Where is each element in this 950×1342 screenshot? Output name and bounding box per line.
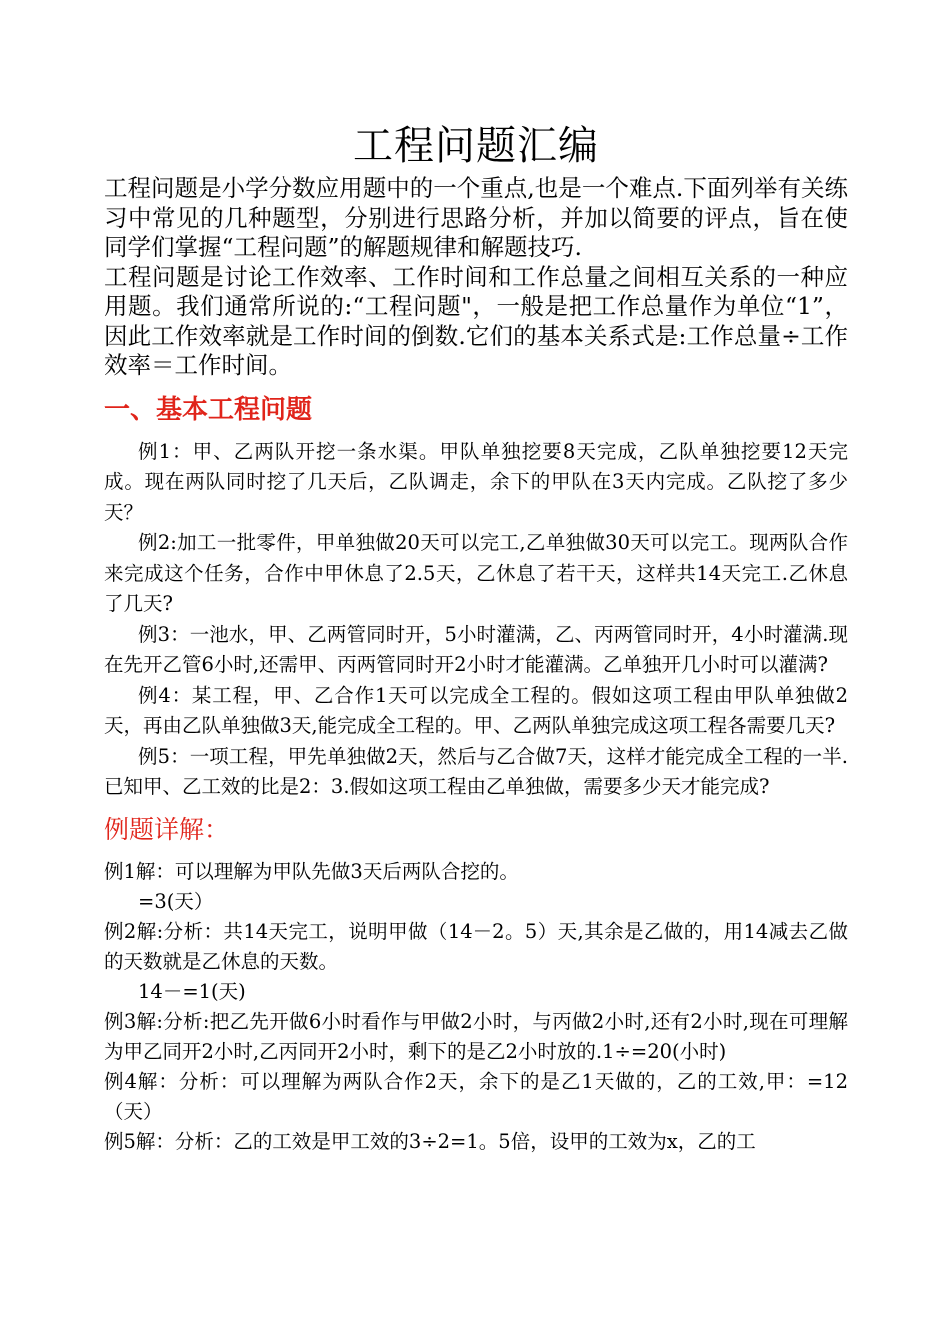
solutions-heading: 例题详解： <box>104 814 230 844</box>
example-1: 例1：甲、乙两队开挖一条水渠。甲队单独挖要8天完成，乙队单独挖要12天完成。现在两队同时挖了几天后，乙队调走，余下的甲队在3天内完成。乙队挖了多少天？ <box>104 439 848 524</box>
solution-2-equation: 14－=1(天) <box>138 979 246 1003</box>
solution-2: 例2解:分析：共14天完工，说明甲做（14－2。5）天,其余是乙做的，用14减去乙做的天数就是乙休息的天数。 <box>104 919 848 973</box>
examples-list <box>104 437 848 803</box>
solutions-list <box>104 857 848 1157</box>
intro-paragraph: 工程问题是小学分数应用题中的一个重点,也是一个难点.下面列举有关练习中常见的几种题型，分别进行思路分析，并加以简要的评点，旨在使同学们掌握“工程问题”的解题规律和解题技巧. <box>104 174 848 261</box>
solution-4: 例4解：分析：可以理解为两队合作2天，余下的是乙1天做的，乙的工效,甲：=12（天） <box>104 1069 848 1123</box>
example-4: 例4：某工程，甲、乙合作1天可以完成全工程的。假如这项工程由甲队单独做2天，再由乙队单独做3天,能完成全工程的。甲、乙两队单独完成这项工程各需要几天? <box>104 683 848 737</box>
section-heading-basic: 一、基本工程问题 <box>104 394 313 425</box>
intro-paragraph: 工程问题是讨论工作效率、工作时间和工作总量之间相互关系的一种应用题。我们通常所说的:“工程问题"，一般是把工作总量作为单位“1”，因此工作效率就是工作时间的倒数.它们的基本关系式是:工作总量÷工作效率＝工作时间。 <box>104 262 848 379</box>
document-page <box>104 118 848 1157</box>
example-3: 例3：一池水，甲、乙两管同时开，5小时灌满，乙、丙两管同时开，4小时灌满.现在先开乙管6小时,还需甲、丙两管同时开2小时才能灌满。乙单独开几小时可以灌满? <box>104 622 848 676</box>
intro-section <box>104 174 848 381</box>
solution-5: 例5解：分析：乙的工效是甲工效的3÷2=1。5倍，设甲的工效为x，乙的工 <box>104 1129 756 1153</box>
solution-1-equation: =3(天） <box>138 889 214 913</box>
document-title: 工程问题汇编 <box>353 123 599 169</box>
solution-3: 例3解:分析:把乙先开做6小时看作与甲做2小时，与丙做2小时,还有2小时,现在可理解为甲乙同开2小时,乙丙同开2小时，剩下的是乙2小时放的.1÷=20(小时) <box>104 1009 848 1063</box>
solution-1: 例1解：可以理解为甲队先做3天后两队合挖的。 <box>104 859 519 883</box>
example-2: 例2:加工一批零件，甲单独做20天可以完工,乙单独做30天可以完工。现两队合作来完成这个任务，合作中甲休息了2.5天，乙休息了若干天，这样共14天完工.乙休息了几天? <box>104 531 848 615</box>
example-5: 例5：一项工程，甲先单独做2天，然后与乙合做7天，这样才能完成全工程的一半.已知甲、乙工效的比是2：3.假如这项工程由乙单独做，需要多少天才能完成? <box>104 744 848 798</box>
